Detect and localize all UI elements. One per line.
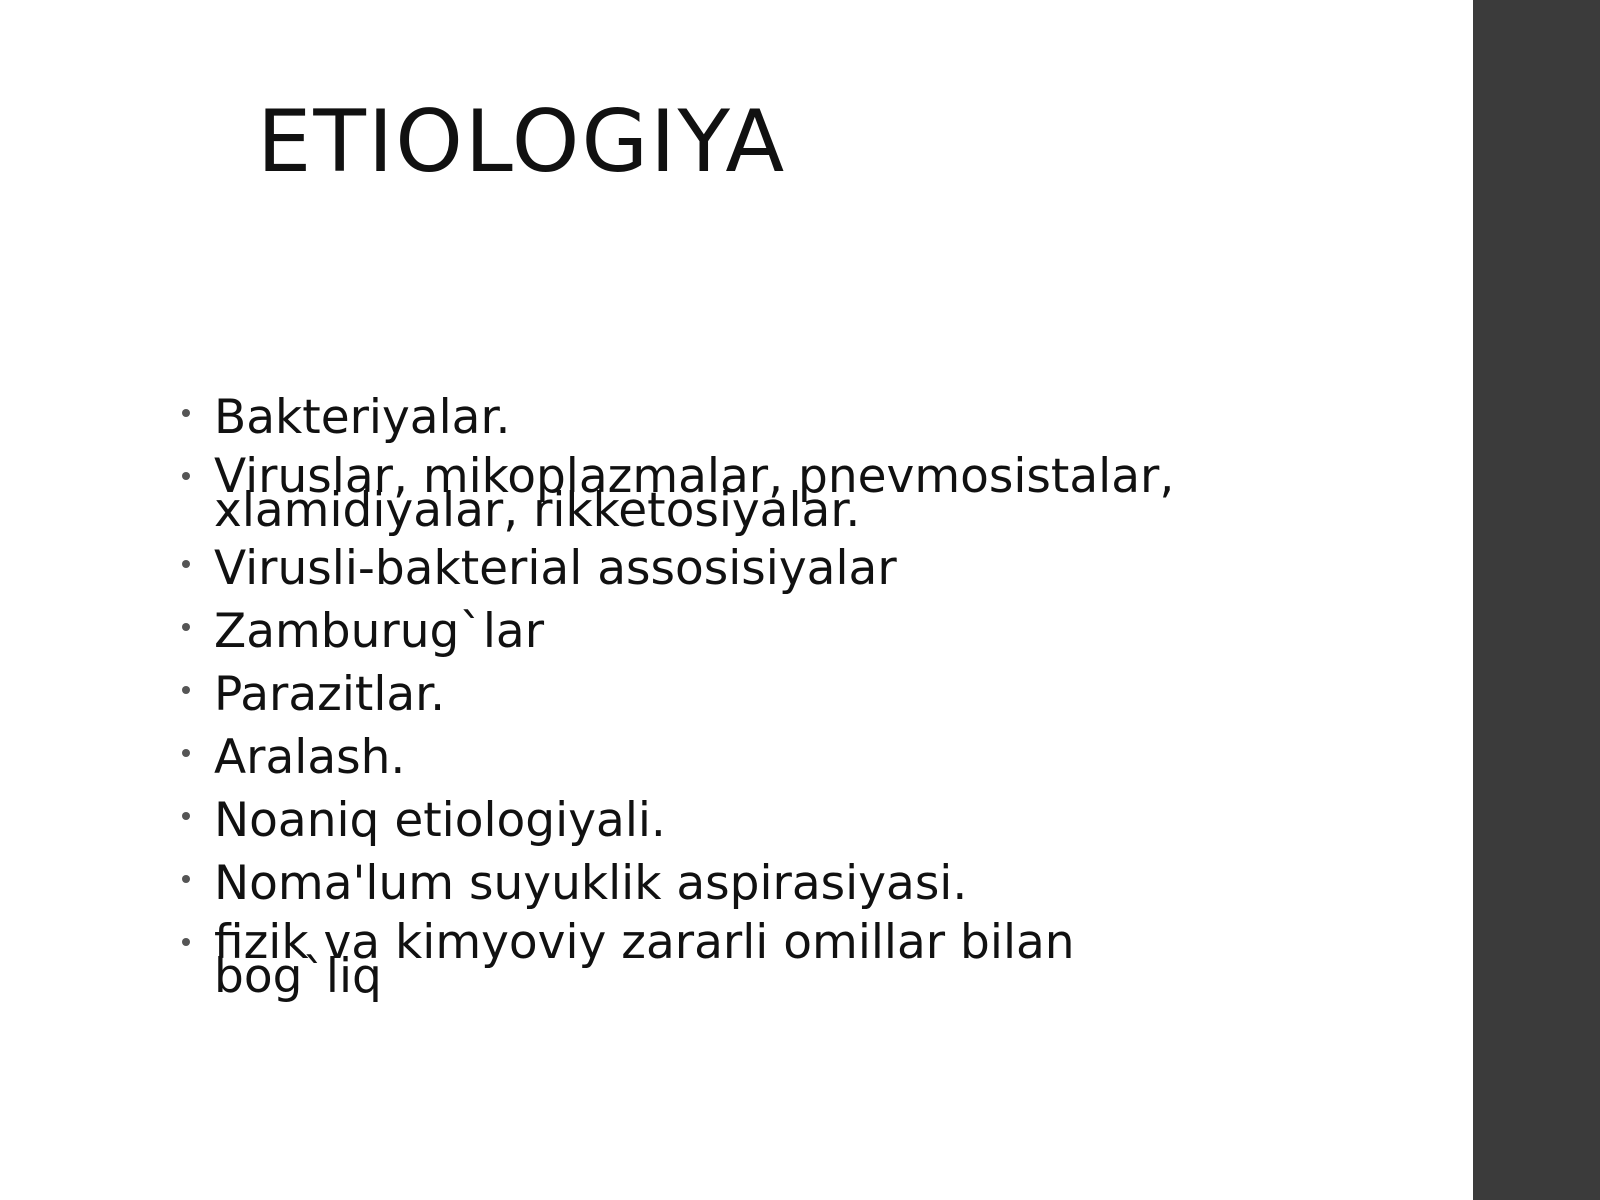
- bullet-text: Aralash.: [214, 730, 406, 785]
- bullet-dot-icon: [182, 623, 190, 631]
- bullet-item-6: [180, 730, 1190, 785]
- bullet-item-2: [180, 449, 1190, 538]
- bullet-text: Viruslar, mikoplazmalar, pnevmosistalar, xlamidiyalar, rikketosiyalar.: [214, 449, 1175, 538]
- bullet-item-4: [180, 604, 1190, 659]
- bullet-text: Virusli-bakterial assosisiyalar: [214, 541, 897, 596]
- bullet-list: [180, 390, 1190, 1014]
- bullet-dot-icon: [182, 938, 190, 946]
- bullet-dot-icon: [182, 409, 190, 417]
- bullet-item-7: [180, 793, 1190, 848]
- bullet-dot-icon: [182, 686, 190, 694]
- bullet-dot-icon: [182, 749, 190, 757]
- bullet-item-3: [180, 541, 1190, 596]
- bullet-text: Bakteriyalar.: [214, 390, 511, 445]
- bullet-text: Noma'lum suyuklik aspirasiyasi.: [214, 856, 968, 911]
- bullet-dot-icon: [182, 875, 190, 883]
- bullet-dot-icon: [182, 812, 190, 820]
- right-side-bar: [1473, 0, 1600, 1200]
- bullet-text: Parazitlar.: [214, 667, 446, 722]
- bullet-item-5: [180, 667, 1190, 722]
- bullet-dot-icon: [182, 560, 190, 568]
- bullet-item-1: [180, 390, 1190, 445]
- bullet-item-8: [180, 856, 1190, 911]
- bullet-text: Noaniq etiologiyali.: [214, 793, 666, 848]
- bullet-text: fizik va kimyoviy zararli omillar bilan bog`liq: [214, 915, 1075, 1004]
- bullet-dot-icon: [182, 472, 190, 480]
- slide-title: ETIOLOGIYA: [257, 92, 787, 192]
- bullet-item-9: [180, 915, 1190, 1004]
- bullet-text: Zamburug`lar: [214, 604, 545, 659]
